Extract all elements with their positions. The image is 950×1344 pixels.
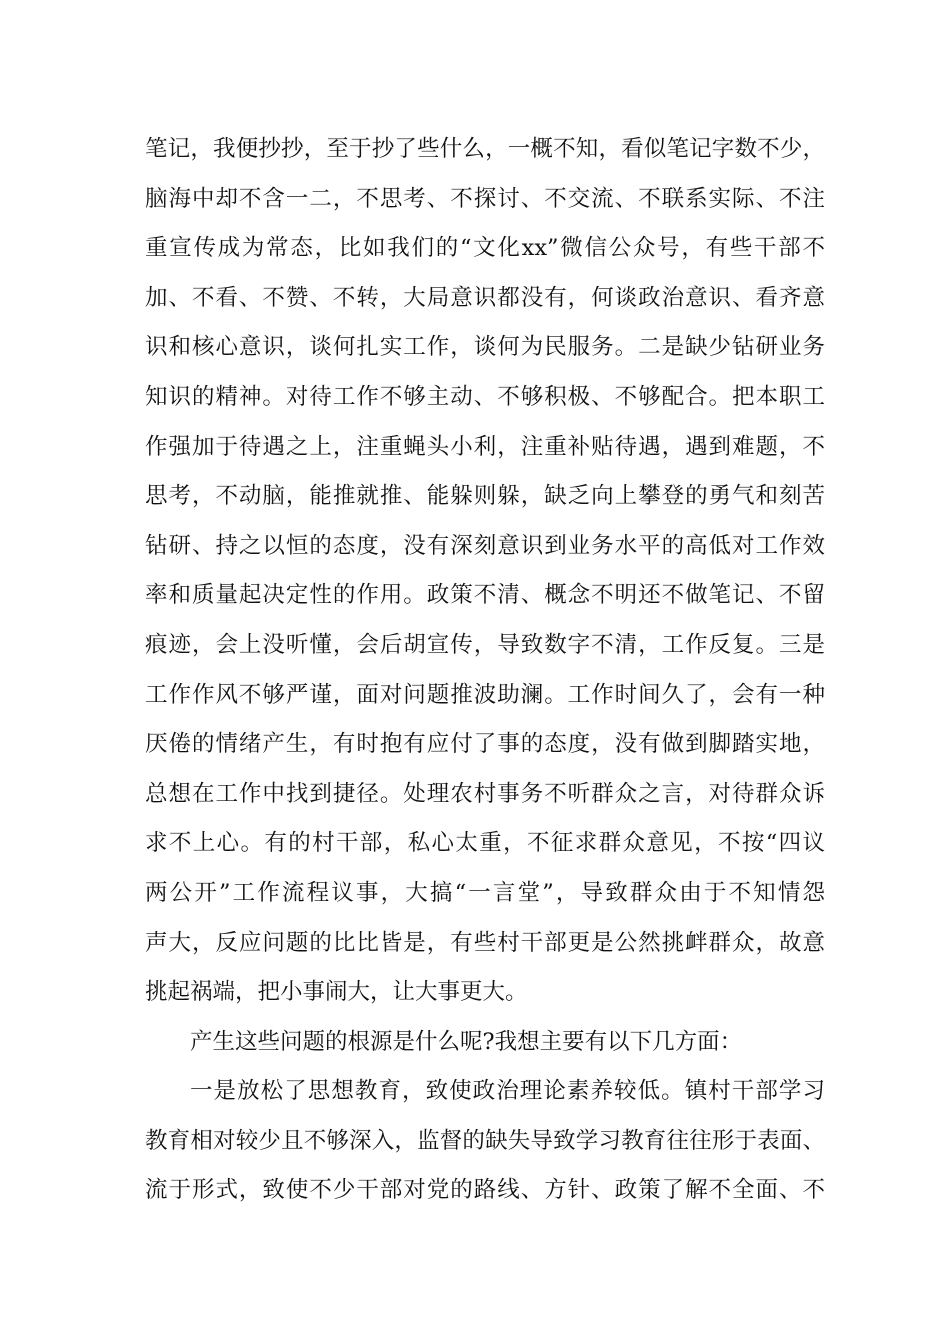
text-line: 知识的精神。对待工作不够主动、不够积极、不够配合。把本职工 [145, 383, 825, 410]
text-line: 脑海中却不含一二，不思考、不探讨、不交流、不联系实际、不注 [145, 185, 825, 212]
text-line: 工作作风不够严谨，面对问题推波助澜。工作时间久了，会有一种 [145, 681, 825, 708]
body-text [145, 125, 825, 1216]
text-line: 一是放松了思想教育，致使政治理论素养较低。镇村干部学习 [190, 1078, 825, 1105]
text-line: 挑起祸端，把小事闹大，让大事更大。 [145, 979, 528, 1006]
text-line: 率和质量起决定性的作用。政策不清、概念不明还不做笔记、不留 [145, 582, 825, 609]
text-line: 总想在工作中找到捷径。处理农村事务不听群众之言，对待群众诉 [145, 780, 825, 807]
text-line: 思考，不动脑，能推就推、能躲则躲，缺乏向上攀登的勇气和刻苦 [145, 483, 825, 510]
text-line: 重宣传成为常态，比如我们的“文化xx”微信公众号，有些干部不 [145, 235, 825, 262]
text-line: 钻研、持之以恒的态度，没有深刻意识到业务水平的高低对工作效 [145, 532, 825, 559]
text-line: 两公开”工作流程议事，大搞“一言堂”，导致群众由于不知情怨 [145, 879, 825, 906]
text-line: 识和核心意识，谈何扎实工作，谈何为民服务。二是缺少钻研业务 [145, 334, 825, 361]
text-line: 教育相对较少且不够深入，监督的缺失导致学习教育往往形于表面、 [145, 1127, 825, 1154]
text-line: 求不上心。有的村干部，私心太重，不征求群众意见，不按“四议 [145, 830, 825, 857]
text-line: 厌倦的情绪产生，有时抱有应付了事的态度，没有做到脚踏实地， [145, 731, 825, 758]
text-line: 声大，反应问题的比比皆是，有些村干部更是公然挑衅群众，故意 [145, 929, 825, 956]
text-line: 流于形式，致使不少干部对党的路线、方针、政策了解不全面、不 [145, 1177, 825, 1204]
text-line: 笔记，我便抄抄，至于抄了些什么，一概不知，看似笔记字数不少， [145, 136, 825, 162]
text-line: 加、不看、不赞、不转，大局意识都没有，何谈政治意识、看齐意 [145, 284, 825, 311]
text-line: 作强加于待遇之上，注重蝇头小利，注重补贴待遇，遇到难题，不 [145, 433, 825, 460]
text-line: 产生这些问题的根源是什么呢?我想主要有以下几方面： [190, 1028, 743, 1055]
text-line: 痕迹，会上没听懂，会后胡宣传，导致数字不清，工作反复。三是 [145, 631, 825, 658]
